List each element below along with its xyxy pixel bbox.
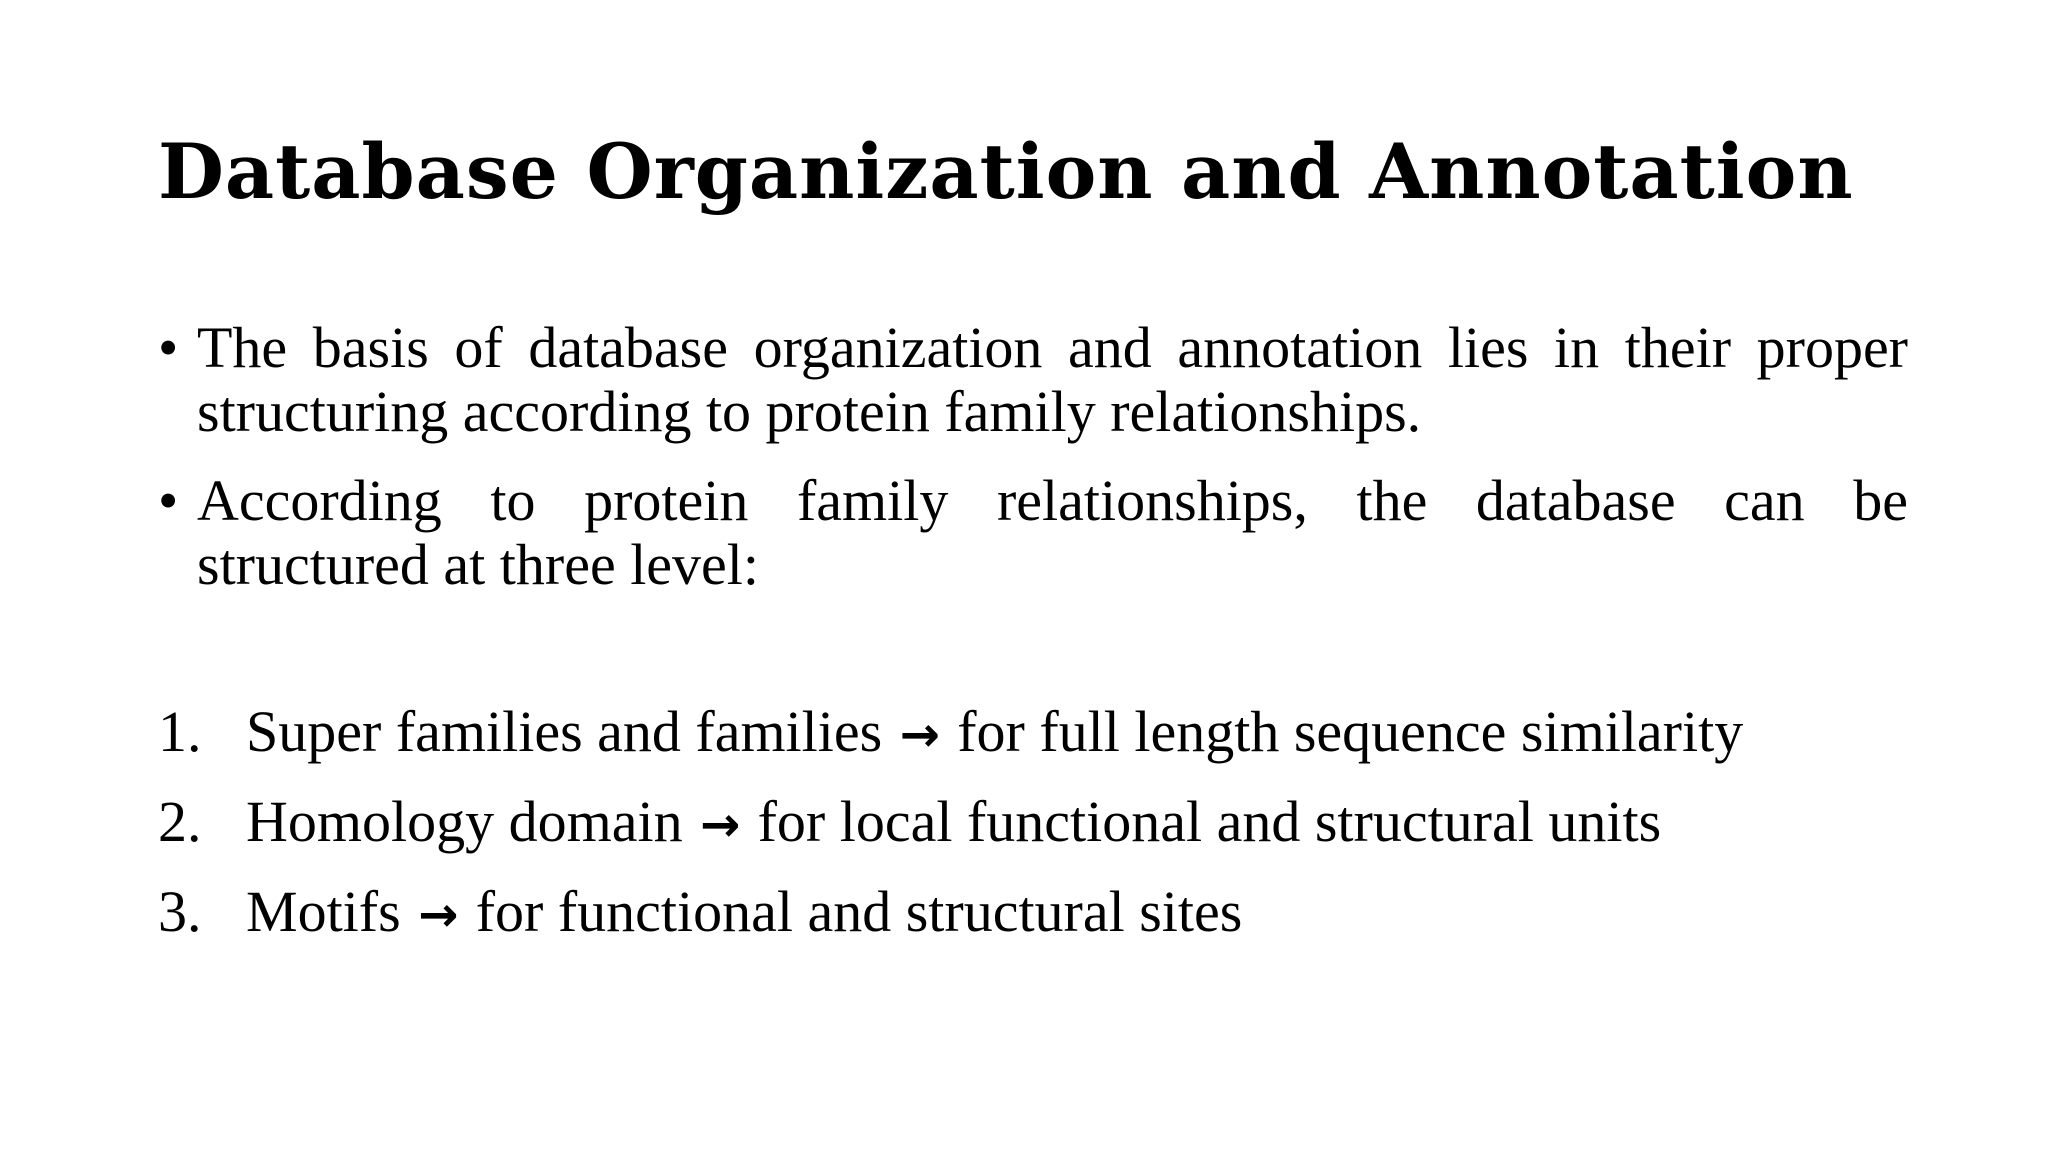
slide-title: Database Organization and Annotation [158, 127, 1854, 216]
bullet-list [158, 316, 1908, 622]
level-description: for functional and structural sites [475, 879, 1243, 944]
level-description: for full length sequence similarity [957, 699, 1744, 764]
arrow-right-icon: → [899, 707, 940, 763]
level-item [158, 700, 1743, 767]
level-description: for local functional and structural units [757, 789, 1662, 854]
arrow-right-icon: → [418, 887, 459, 943]
bullet-item [158, 469, 1908, 597]
bullet-text-line-1: According to protein family relationships, the database can be [197, 468, 1908, 533]
level-number: 3. [158, 879, 202, 944]
level-number: 2. [158, 789, 202, 854]
bullet-dot: • [158, 315, 179, 380]
bullet-text: The basis of database organization and annotation lies in their proper structuring according to protein family relationships. [197, 315, 1908, 444]
bullet-item [158, 316, 1908, 444]
bullet-dot: • [158, 468, 179, 533]
level-term: Motifs [246, 879, 401, 944]
level-term: Homology domain [246, 789, 683, 854]
arrow-right-icon: → [699, 797, 741, 853]
levels-list [158, 700, 1743, 970]
bullet-text-line-2: structured at three level: [197, 532, 760, 597]
level-number: 1. [158, 699, 202, 764]
level-term: Super families and families [246, 699, 883, 764]
level-item [158, 880, 1743, 947]
level-item [158, 790, 1743, 857]
